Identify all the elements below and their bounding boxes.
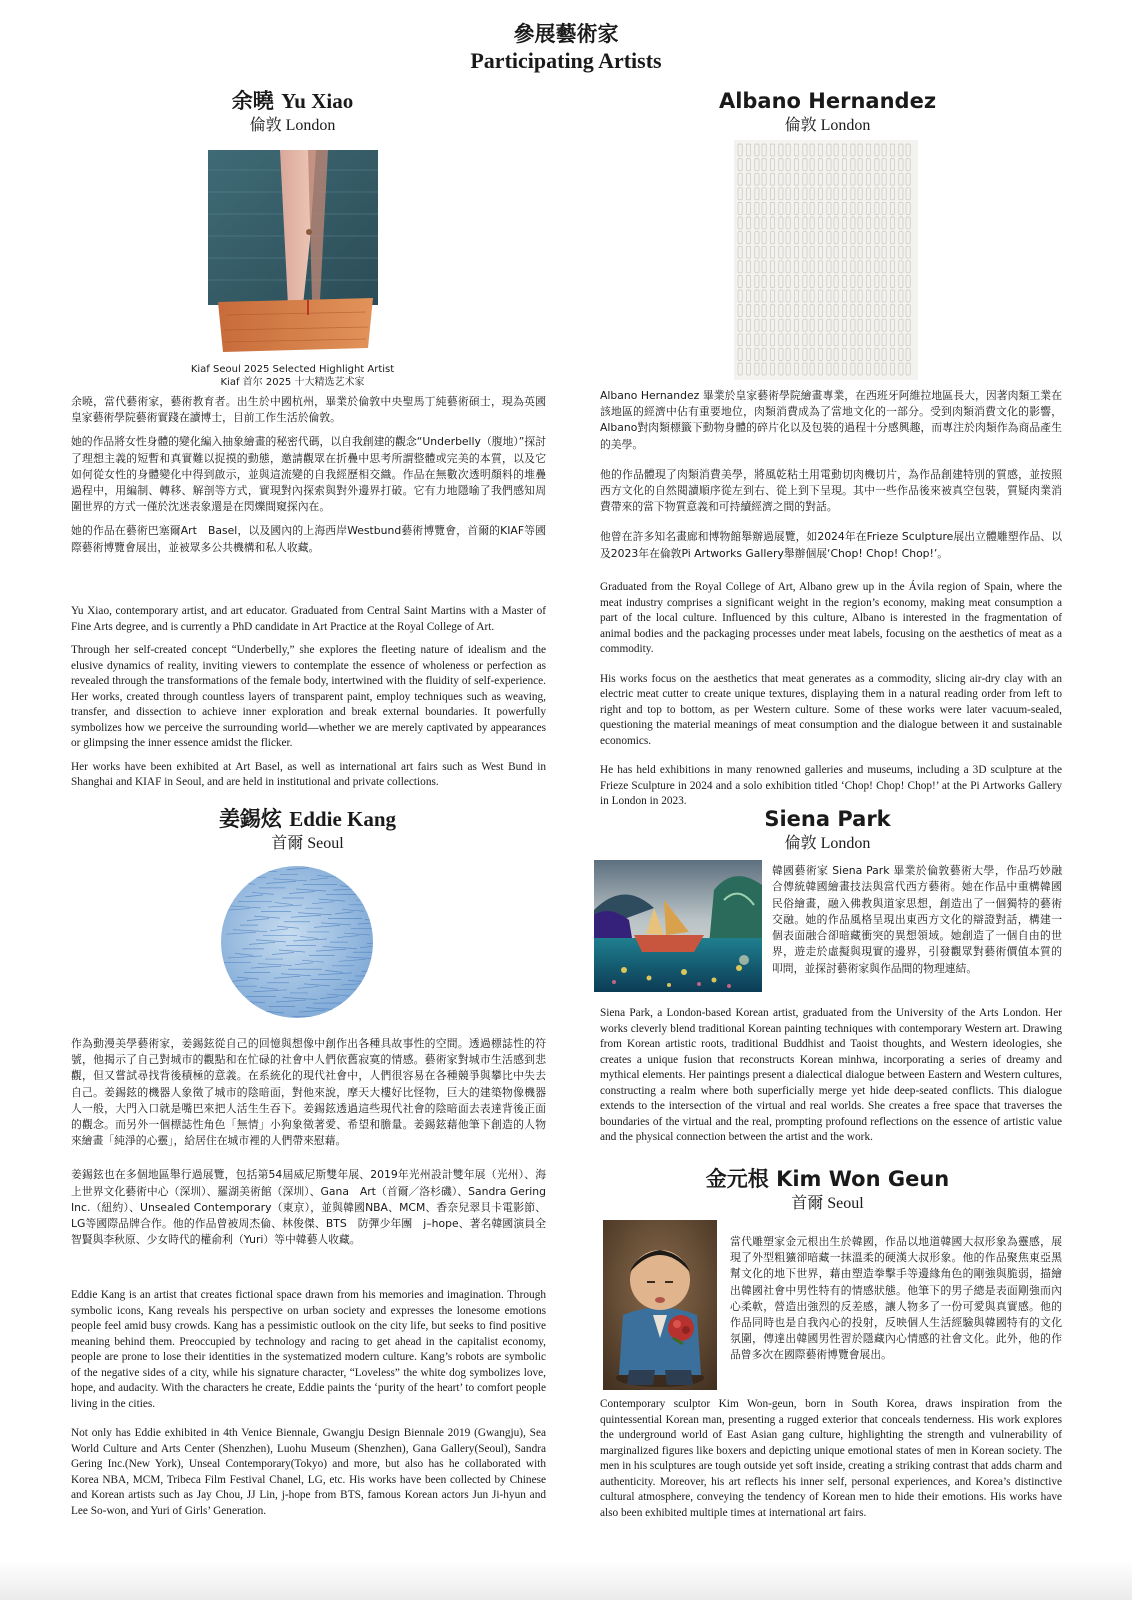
artist-header-siena-park bbox=[600, 806, 1055, 855]
artist-name-en: Yu Xiao bbox=[281, 89, 354, 113]
paragraph: Eddie Kang is an artist that creates fictional space drawn from his memories and imagination. Through symbolic icons, Kang reveals his perspective on urban society and expresses the lonesome emotions people feel amid busy crowds. Kang has a pessimistic outlook on the city life, but seeks to find positive meaning behind them. Preoccupied by technology and racing to get ahead in the capitalist economy, people are prone to lose their identities in the systematized modern culture. Kang’s robots are symbolic of the negative sides of a city, while his signature character, “Loveless” the white dog symbolizes love, hope, and audacity. With the characters he create, Eddie paints the ‘purity of the heart’ to comfort people living in the cities. bbox=[71, 1289, 546, 1410]
artwork-albano bbox=[734, 140, 918, 380]
artwork-siena-park bbox=[594, 860, 762, 992]
paragraph: 韓國藝術家 Siena Park 畢業於倫敦藝術大學，作品巧妙融合傳統韓國繪畫技法與當代西方藝術。她在作品中重構韓國民俗繪畫，融入佛教與道家思想，創造出了一個獨特的藝術交融。她的作品風格呈現出東西方文化的辯證對話，構建一個表面融合卻暗藏衝突的異想領域。她創造了一個自由的世界，遊走於虛擬與現實的邊界，引發觀眾對藝術價值本質的叩問，並探討藝術家與作品間的物理連結。 bbox=[772, 864, 1062, 975]
artist-name-en: Siena Park bbox=[764, 807, 891, 831]
artist-name-en: Albano Hernandez bbox=[718, 89, 937, 113]
paragraph: 她的作品將女性身體的變化編入抽象繪畫的秘密代碼，以自我創建的觀念“Underbelly（腹地）”探討了理想主義的短暫和真實難以捉摸的動態，邀請觀眾在折疊中思考所謂整體或完美的本質，以及它如何從女性的身體變化中得到啟示，並與這流變的自我經歷相交織。作品在無數次透明顏料的堆疊過程中，用編制、轉移、解剖等方式，實現對內探索與對外邊界打破。它有力地隱喻了我們感知周圍世界的方式一僅於沈迷表象還是在閃爍間窺探內在。 bbox=[71, 435, 546, 514]
city-zh: 倫敦 bbox=[249, 115, 282, 134]
paragraph: He has held exhibitions in many renowned galleries and museums, including a 3D sculpture at the Frieze Sculpture in 2024 and a solo exhibition titled ‘Chop! Chop! Chop!’ at the Pi Artworks Gallery in London in 2023. bbox=[600, 764, 1062, 807]
city-en: London bbox=[820, 835, 871, 852]
paragraph: 余曉，當代藝術家，藝術教育者。出生於中國杭州，畢業於倫敦中央聖馬丁純藝術碩士，現為英國皇家藝術學院藝術實踐在讀博士，目前工作生活於倫敦。 bbox=[71, 395, 546, 425]
artist-name-zh: 金元根 bbox=[705, 1167, 769, 1191]
artist-name-en: Eddie Kang bbox=[289, 807, 397, 831]
city-en: Seoul bbox=[307, 835, 344, 852]
bio-en-siena-park bbox=[600, 1006, 1062, 1154]
page-bottom-edge bbox=[0, 1560, 1132, 1600]
artwork-kim-won-geun bbox=[603, 1220, 717, 1390]
paragraph: Contemporary sculptor Kim Won-geun, born in South Korea, draws inspiration from the quintessential Korean man, presenting a rugged exterior that conceals tenderness. His work explores the underground world of East Asian gang culture, highlighting the strength and vulnerability of marginalized figures like boxers and depicting unique emotional states of men in Korean society. The men in his sculptures are tough outside yet soft inside, creating a striking contrast that adds charm and authenticity. Moreover, his art reflects his inner self, personal experiences, and Korea’s distinctive cultural atmosphere, conveying the tendency of Korean men to hide their emotions. His works have also been exhibited multiple times at international art fairs. bbox=[600, 1398, 1062, 1519]
bio-en-albano bbox=[600, 580, 1062, 818]
bio-zh-albano bbox=[600, 388, 1062, 570]
caption-yu-xiao bbox=[150, 363, 435, 389]
bio-en-kim-won-geun bbox=[600, 1397, 1062, 1529]
bio-zh-yu-xiao bbox=[71, 394, 546, 564]
page-title-zh: 參展藝術家 bbox=[513, 22, 619, 46]
artist-header-albano bbox=[600, 88, 1055, 137]
page-title-en: Participating Artists bbox=[470, 48, 662, 73]
artist-header-yu-xiao bbox=[70, 88, 515, 137]
paragraph: 他曾在許多知名畫廊和博物館舉辦過展覽，如2024年在Frieze Sculpture展出立體雕塑作品、以及2023年在倫敦Pi Artworks Gallery舉辦個展‘Chop! Chop! Chop!’。 bbox=[600, 530, 1062, 560]
bio-zh-siena-park bbox=[772, 863, 1062, 985]
city-zh: 倫敦 bbox=[784, 115, 817, 134]
page-header bbox=[0, 20, 1132, 74]
paragraph: 當代雕塑家金元根出生於韓國，作品以地道韓國大叔形象為靈感，展現了外型粗獷卻暗藏一抹溫柔的硬漢大叔形象。他的作品聚焦東亞黑幫文化的地下世界，藉由塑造拳擊手等邊緣角色的剛強與脆弱，描繪出韓國社會中男性特有的情感狀態。他筆下的男子總是表面剛強而內心柔軟，營造出強烈的反差感，讓人物多了一份可愛與真實感。他的作品同時也是自我內心的投射，反映個人生活經驗與韓國特有的文化氛圍，傳達出韓國男性習於隱藏內心情感的社會文化。此外，他的作品曾多次在國際藝術博覽會展出。 bbox=[730, 1235, 1062, 1362]
city-en: London bbox=[285, 117, 336, 134]
artwork-yu-xiao bbox=[208, 150, 378, 355]
city-en: London bbox=[820, 117, 871, 134]
artist-name-zh: 姜錫炫 bbox=[218, 807, 282, 831]
paragraph: 作為動漫美學藝術家，姜錫鉉從自己的回憶與想像中創作出各種具故事性的空間。透過標誌性的符號，他揭示了自己對城市的觀點和在忙碌的社會中人們依舊寂寞的情感。藝術家對城市生活感到悲觀，但又嘗試尋找背後積極的意義。在系統化的現代社會中，人們很容易在各種競爭與攀比中失去自己。姜錫鉉的機器人象徵了城市的陰暗面，對他來說，摩天大樓好比怪物，巨大的建築物像機器人一般，大門入口就是嘴巴來把人活生生吞下。姜錫鉉透過這些現代社會的陰暗面去表達背後正面的觀念。而另外一個標誌性角色「無情」小狗象徵著愛、希望和膽量。姜錫鉉藉他筆下創造的人物來繪畫「純淨的心靈」，給居住在城市裡的人們帶來慰藉。 bbox=[71, 1037, 546, 1148]
artist-name-en: Kim Won Geun bbox=[776, 1167, 950, 1191]
city-zh: 倫敦 bbox=[784, 833, 817, 852]
paragraph: Albano Hernandez 畢業於皇家藝術學院繪畫專業，在西班牙阿維拉地區長大，因著肉類工業在該地區的經濟中佔有重要地位，肉類消費成為了當地文化的一部分。受到肉類消費文化的影響，Albano對肉類標籤下動物身體的碎片化以及包裝的過程十分感興趣，而專注於肉類作為商品產生的美學。 bbox=[600, 389, 1062, 451]
city-en: Seoul bbox=[827, 1195, 864, 1212]
caption-en: Kiaf Seoul 2025 Selected Highlight Artist bbox=[190, 364, 395, 375]
paragraph: Yu Xiao, contemporary artist, and art educator. Graduated from Central Saint Martins with a Master of Fine Arts degree, and is currently a PhD candidate in Art Practice at the Royal College of Art. bbox=[71, 605, 546, 633]
artist-header-kim-won-geun bbox=[600, 1166, 1055, 1215]
paragraph: 他的作品體現了肉類消費美學，將風乾粘土用電動切肉機切片，為作品創建特別的質感，並按照西方文化的自然閱讀順序從左到右、從上到下呈現。其中一些作品後來被真空包裝，質疑肉業消費帶來的當下物質意義和可持續經濟之間的對話。 bbox=[600, 467, 1062, 514]
artist-name-zh: 余曉 bbox=[231, 89, 274, 113]
artwork-eddie-kang bbox=[220, 863, 375, 1021]
bio-zh-kim-won-geun bbox=[730, 1234, 1062, 1372]
city-zh: 首爾 bbox=[791, 1193, 824, 1212]
paragraph: Graduated from the Royal College of Art, Albano grew up in the Ávila region of Spain, where the meat industry comprises a significant weight in the region’s economy, making meat consumption a part of the local culture. Influenced by this culture, Albano is interested in the fragmentation of animal bodies and the packaging processes under meat labels, focusing on the aesthetics of meat as a commodity. bbox=[600, 581, 1062, 655]
artist-header-eddie-kang bbox=[70, 806, 545, 855]
paragraph: His works focus on the aesthetics that meat generates as a commodity, slicing air-dry clay with an electric meat cutter to create unique textures, displaying them in a natural reading order from left to right and top to bottom, as per Western culture. Some of these works were later vacuum-sealed, questioning the material meanings of meat consumption and the dialogue between it and sustainable economics. bbox=[600, 672, 1062, 747]
bio-en-eddie-kang bbox=[71, 1288, 546, 1527]
bio-zh-eddie-kang bbox=[71, 1036, 546, 1256]
paragraph: Her works have been exhibited at Art Basel, as well as international art fairs such as West Bund in Shanghai and KIAF in Seoul, and are held in institutional and private collections. bbox=[71, 760, 546, 788]
paragraph: 她的作品在藝術巴塞爾Art Basel，以及國內的上海西岸Westbund藝術博覽會，首爾的KIAF等國際藝術博覽會展出，並被眾多公共機構和私人收藏。 bbox=[71, 524, 546, 554]
caption-zh: Kiaf 首尔 2025 十大精选艺术家 bbox=[220, 377, 365, 388]
city-zh: 首爾 bbox=[271, 833, 304, 852]
paragraph: 姜錫鉉也在多個地區舉行過展覽，包括第54屆威尼斯雙年展、2019年光州設計雙年展（光州）、海上世界文化藝術中心（深圳）、羅湖美術館（深圳）、Gana Art（首爾／洛杉磯）、Sandra Gering Inc.（紐約）、Unsealed Contemporary（東京），並與韓國NBA、MCM、香奈兒翠貝卡電影節、LG等國際品牌合作。他的作品曾被周杰倫、林俊傑、BTS 防彈少年團 j–hope、著名韓國演員全智賢與李秋原、少女時代的權俞利（Yuri）等中韓藝人收藏。 bbox=[71, 1168, 546, 1247]
paragraph: Siena Park, a London-based Korean artist, graduated from the University of the Arts London. Her works cleverly blend traditional Korean painting techniques with contemporary Western art. Drawing from Korean artistic roots, traditional Buddhist and Taoist thoughts, and Western ideologies, she creates a unique fusion that reconstructs Korean minhwa, incorporating a series of dreamy and mythical elements. Her paintings present a dialectical dialogue between Eastern and Western cultures, constructing a realm where both superficially merge yet hide deep-seated conflicts. This dialogue extends to the intersection of the virtual and real worlds. She creates a free space that traverses the boundaries of the virtual and the real, prompting profound reflections on the essence of artistic value and the physical connection between the artist and the work. bbox=[600, 1007, 1062, 1143]
bio-en-yu-xiao bbox=[71, 604, 546, 799]
paragraph: Not only has Eddie exhibited in 4th Venice Biennale, Gwangju Design Biennale 2019 (Gwangju), Sea World Culture and Arts Center (Shenzhen), Luohu Museum (Shenzhen), Gana Gallery(Seoul), Sandra Gering Inc.(New York), Unseal Contemporary(Tokyo) and more, but also has he collaborated with Korea NBA, MCM, Tribeca Film Festival Chanel, LG, etc. His works have been collected by Chinese and Korean artists such as Jay Chou, JJ Lin, j-hope from BTS, famous Korean actors Jun Ji-hyun and Lee So-won, and Yuri of Girls’ Generation. bbox=[71, 1427, 546, 1517]
paragraph: Through her self-created concept “Underbelly,” she explores the fleeting nature of idealism and the elusive dynamics of reality, inviting viewers to contemplate the essence of wholeness or perfection as revealed through the transformations of the female body, intertwined with the fluidity of self-experience. Her works, created through countless layers of transparent paint, employ techniques such as weaving, transfer, and dissection to achieve inner exploration and break external boundaries. It powerfully symbolizes how we perceive the surrounding world—whether we are merely captivated by appearances or glimpsing the inner essence amidst the flicker. bbox=[71, 644, 546, 749]
